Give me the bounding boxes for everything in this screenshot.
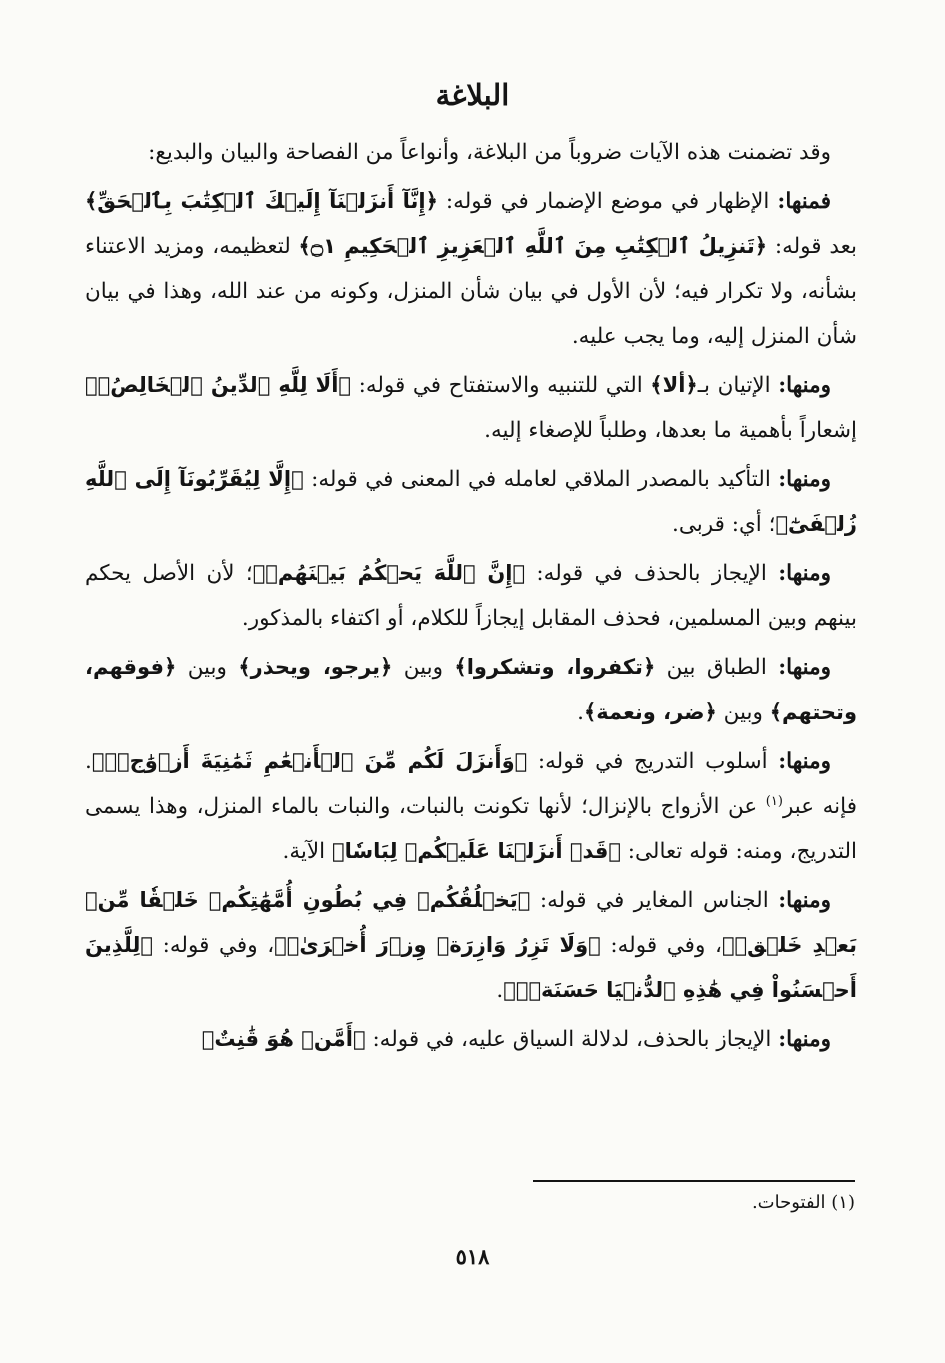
quran-quote: ﴿يَخۡلُقُكُمۡ فِي بُطُونِ أُمَّهَٰتِكُمۡ خَلۡقٗا مِّنۢ بَعۡدِ خَلۡقٖ﴾ xyxy=(85,888,857,957)
section-text: أسلوب التدريج في قوله: xyxy=(527,749,779,774)
section-text: إشعاراً بأهمية ما بعدها، وطلباً للإصغاء إليه. xyxy=(484,418,857,443)
section-lead: ومنها: xyxy=(778,373,832,398)
section-text: لتعظيمه، ومزيد الاعتناء بشأنه، ولا تكرار فيه؛ لأن الأول في بيان شأن المنزل، وكونه من عند الله، وهذا في بيان شأن المنزل إليه، وما يجب عليه. xyxy=(85,234,857,349)
quran-quote: ﴿ضر، ونعمة﴾ xyxy=(583,700,717,724)
quran-quote: ﴿لِلَّذِينَ أَحۡسَنُواْ فِي هَٰذِهِ ٱلدُّنۡيَا حَسَنَةٞۗ﴾ xyxy=(85,933,857,1002)
section-paragraph xyxy=(85,363,857,453)
quran-quote: ﴿إِلَّا لِيُقَرِّبُونَآ إِلَى ٱللَّهِ زُلۡفَىٰٓ﴾ xyxy=(85,467,857,536)
section-text: التي للتنبيه والاستفتاح في قوله: xyxy=(351,373,651,398)
section-lead: ومنها: xyxy=(778,561,831,586)
section-text: ؛ أي: قربى. xyxy=(672,512,776,537)
section-paragraph xyxy=(85,739,857,874)
quran-quote: ﴿قَدۡ أَنزَلۡنَا عَلَيۡكُمۡ لِبَاسٗا﴾ xyxy=(331,839,621,863)
section-paragraph xyxy=(85,457,857,547)
quran-quote: ﴿فوقهم، وتحتهم﴾ xyxy=(85,655,857,724)
section-lead: ومنها: xyxy=(778,467,832,492)
footnote-reference: (١) xyxy=(765,793,783,809)
section-paragraph xyxy=(85,645,857,735)
section-text: . xyxy=(577,700,584,725)
quran-quote: ﴿وَأَنزَلَ لَكُم مِّنَ ٱلۡأَنۡعَٰمِ ثَمَٰنِيَةَ أَزۡوَٰجٖۚ﴾ xyxy=(91,749,528,773)
page-body xyxy=(85,130,857,1066)
section-text: بعد قوله: xyxy=(767,234,857,259)
section-text: الجناس المغاير في قوله: xyxy=(530,888,779,913)
section-text: الطباق بين xyxy=(655,655,779,680)
section-lead: ومنها: xyxy=(778,888,831,913)
section-text: . xyxy=(496,978,504,1003)
footnote-divider xyxy=(533,1180,855,1182)
section-text: الآية. xyxy=(282,839,332,864)
section-text: وبين xyxy=(716,700,770,725)
quran-quote: ﴿تكفروا، وتشكروا﴾ xyxy=(454,655,656,679)
quran-quote: ﴿وَلَا تَزِرُ وَازِرَةٞ وِزۡرَ أُخۡرَىٰۚ﴾ xyxy=(274,933,601,957)
section-text: . فإنه عبر xyxy=(85,749,857,819)
quran-quote: ﴿إِنَّآ أَنزَلۡنَآ إِلَيۡكَ ٱلۡكِتَٰبَ بِٱلۡحَقِّ﴾ xyxy=(85,189,438,213)
section-text: وبين xyxy=(176,655,239,680)
quran-quote: ﴿أَلَا لِلَّهِ ٱلدِّينُ ٱلۡخَالِصُۚ﴾ xyxy=(85,373,352,397)
section-text: الإيجاز بالحذف، لدلالة السياق عليه، في قوله: xyxy=(365,1027,779,1052)
section-paragraph xyxy=(85,878,857,1013)
page-title: البلاغة xyxy=(435,78,510,112)
quran-quote: ﴿تَنزِيلُ ٱلۡكِتَٰبِ مِنَ ٱللَّهِ ٱلۡعَزِيزِ ٱلۡحَكِيمِ ۝١﴾ xyxy=(298,234,768,258)
section-text: وبين xyxy=(392,655,455,680)
section-paragraph xyxy=(85,551,857,641)
section-text: الإتيان بـ xyxy=(697,373,779,398)
footnote: (١) الفتوحات. xyxy=(751,1192,855,1213)
page-number: ٥١٨ xyxy=(455,1244,490,1269)
section-paragraph xyxy=(85,179,857,359)
quran-quote: ﴿يرجو، ويحذر﴾ xyxy=(238,655,393,679)
section-text: الإيجاز بالحذف في قوله: xyxy=(525,561,779,586)
section-text: التأكيد بالمصدر الملاقي لعامله في المعنى في قوله: xyxy=(303,467,779,492)
section-lead: ومنها: xyxy=(778,655,831,680)
section-text: الإظهار في موضع الإضمار في قوله: xyxy=(437,189,778,214)
section-paragraph xyxy=(85,1017,857,1062)
quran-quote: ﴿أَمَّنۡ هُوَ قَٰنِتٌ﴾ xyxy=(201,1027,366,1051)
section-lead: فمنها: xyxy=(777,189,831,214)
quran-quote: ﴿ألا﴾ xyxy=(650,373,698,397)
section-text: ، وفي قوله: xyxy=(600,933,722,958)
sections-list xyxy=(85,179,857,1062)
section-text: ، وفي قوله: xyxy=(152,933,275,958)
quran-quote: ﴿إِنَّ ٱللَّهَ يَحۡكُمُ بَيۡنَهُمۡ﴾ xyxy=(252,561,526,585)
section-text: عن الأزواج بالإنزال؛ لأنها تكونت بالنبات، والنبات بالماء المنزل، وهذا يسمى التدريج، ومنه: قوله تعالى: xyxy=(85,794,857,864)
intro-paragraph: وقد تضمنت هذه الآيات ضروباً من البلاغة، وأنواعاً من الفصاحة والبيان والبديع: xyxy=(148,140,831,165)
section-lead: ومنها: xyxy=(778,1027,831,1052)
section-text: ؛ لأن الأصل يحكم بينهم وبين المسلمين، فحذف المقابل إيجازاً للكلام، أو اكتفاء بالمذكور. xyxy=(85,561,857,631)
section-lead: ومنها: xyxy=(778,749,831,774)
